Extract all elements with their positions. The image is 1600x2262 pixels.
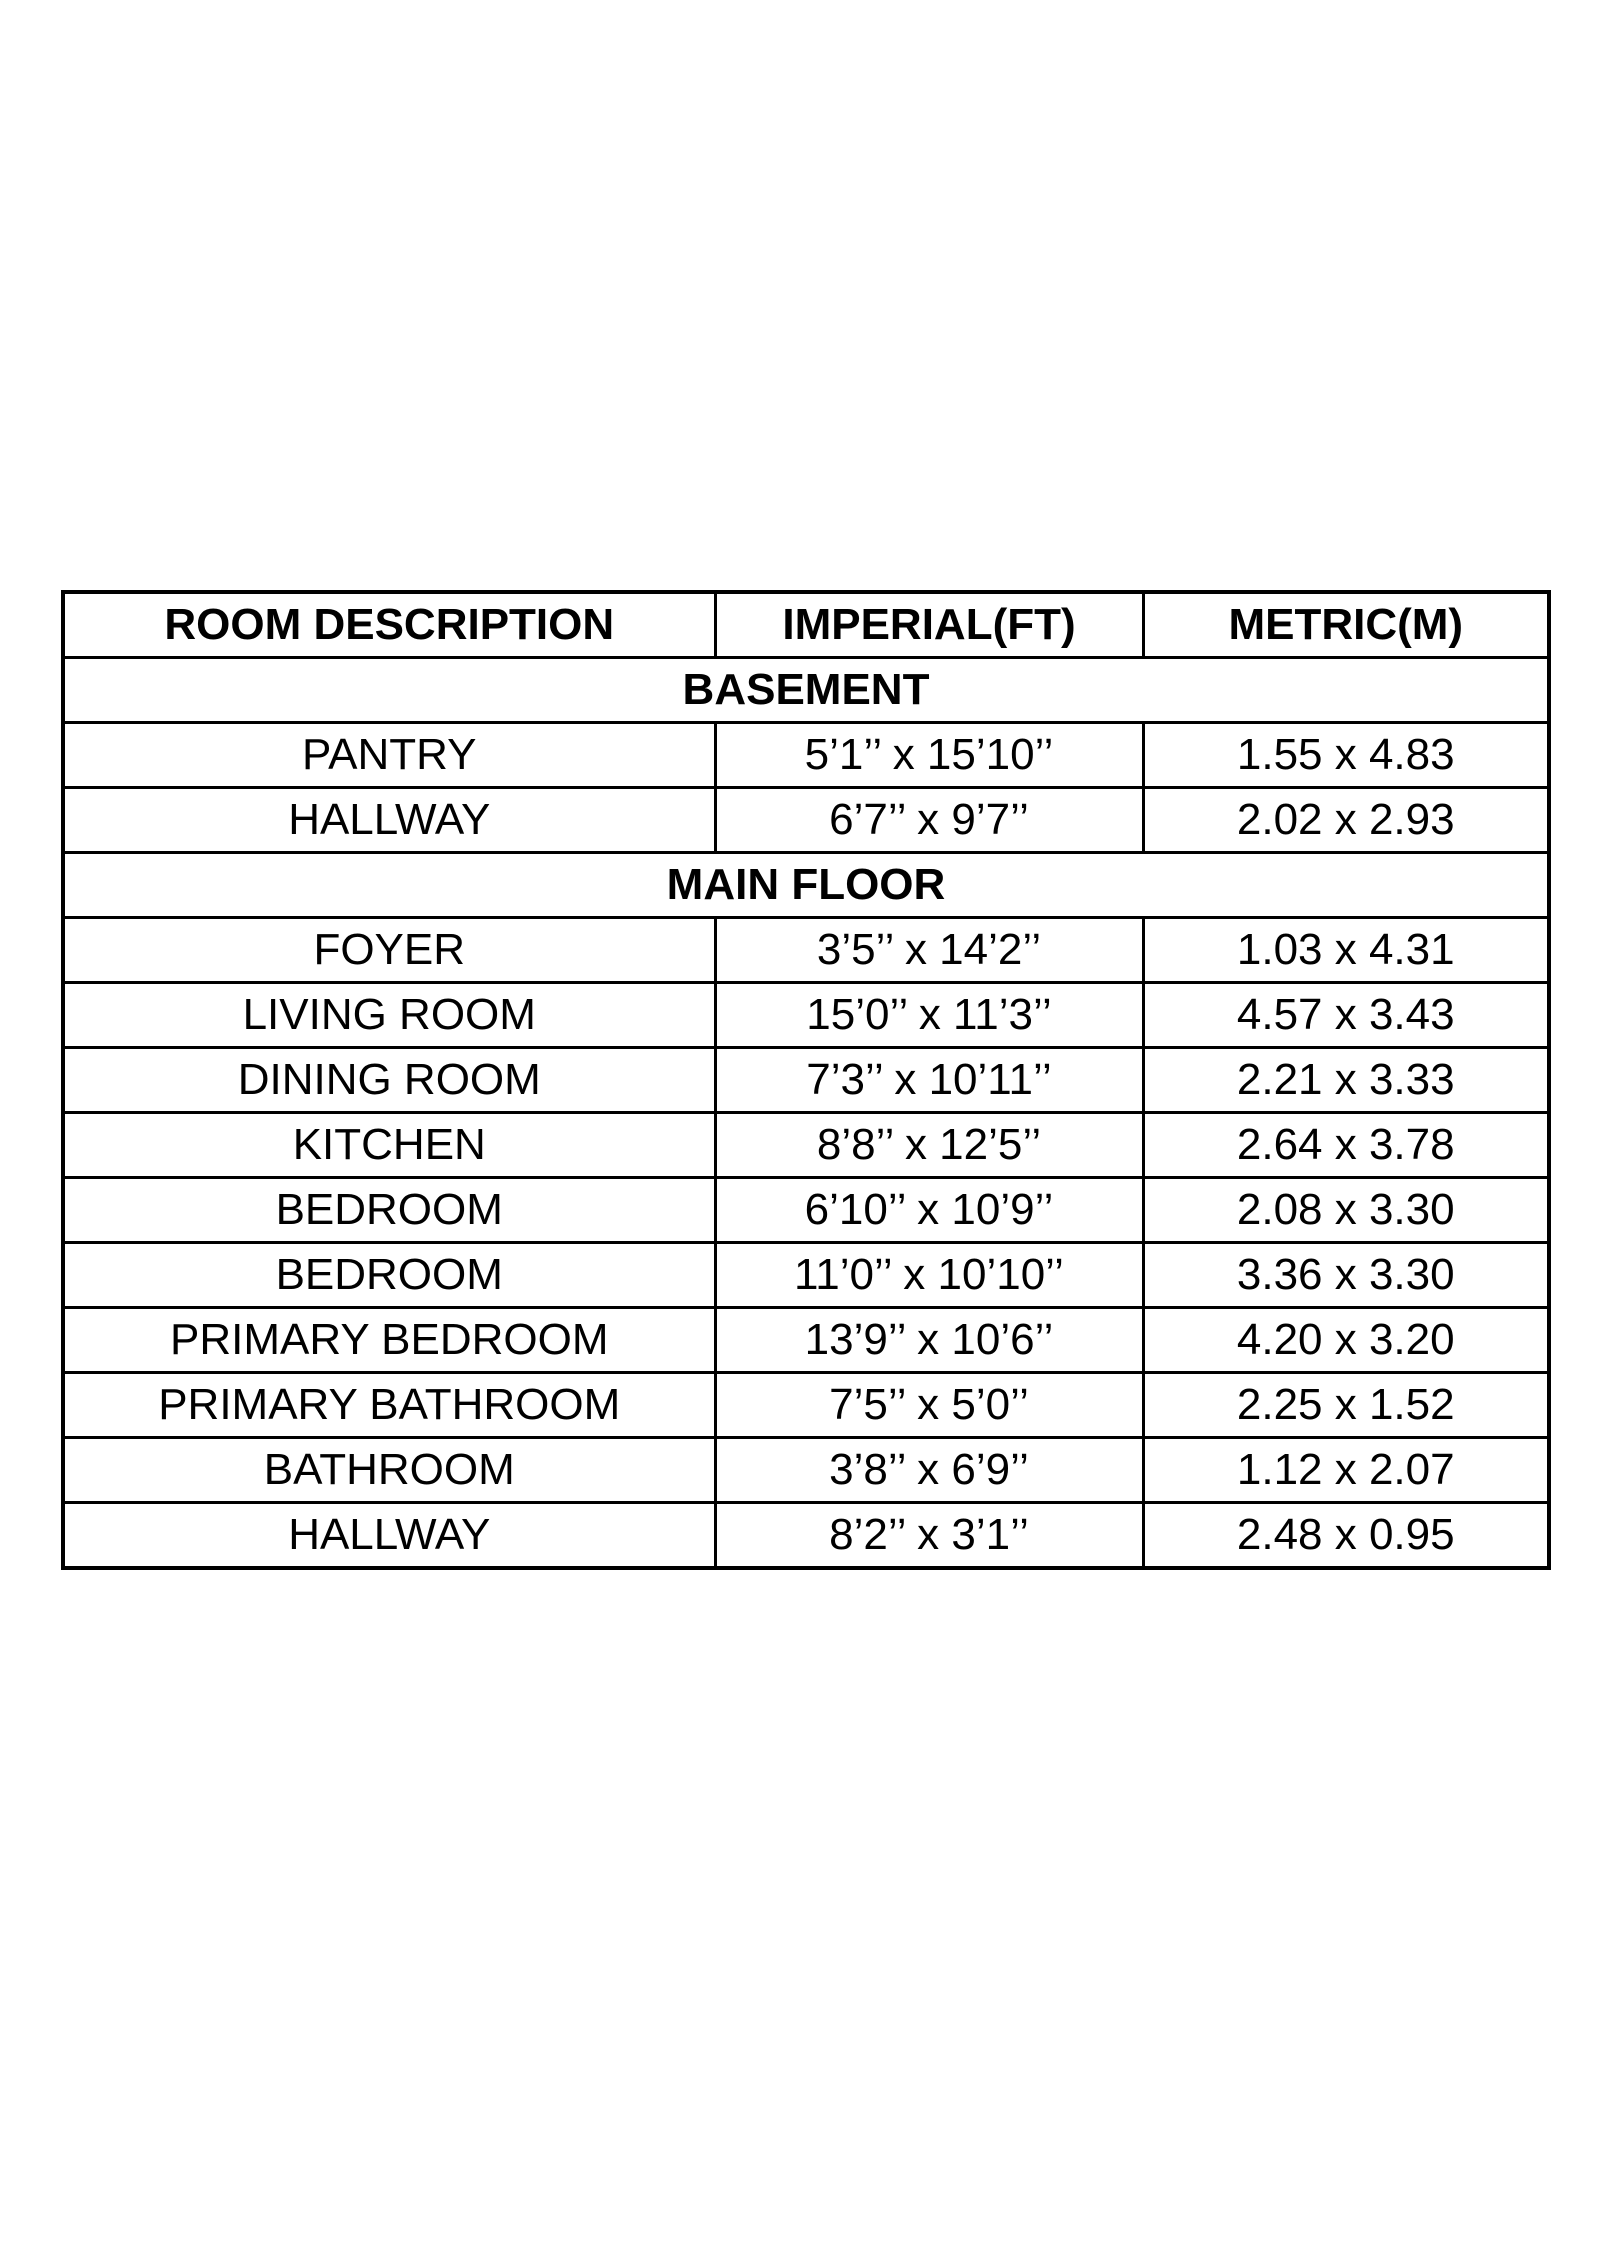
imperial-cell: 7’5’’ x 5’0’’ xyxy=(715,1373,1143,1438)
table-row xyxy=(63,1438,1549,1503)
imperial-cell: 5’1’’ x 15’10’’ xyxy=(715,723,1143,788)
metric-cell: 2.64 x 3.78 xyxy=(1143,1113,1549,1178)
table-row xyxy=(63,1308,1549,1373)
imperial-cell: 7’3’’ x 10’11’’ xyxy=(715,1048,1143,1113)
table-row xyxy=(63,1243,1549,1308)
imperial-cell: 6’10’’ x 10’9’’ xyxy=(715,1178,1143,1243)
metric-cell: 1.55 x 4.83 xyxy=(1143,723,1549,788)
metric-cell: 1.12 x 2.07 xyxy=(1143,1438,1549,1503)
section-row-main-floor xyxy=(63,853,1549,918)
room-cell: HALLWAY xyxy=(63,1503,715,1569)
metric-cell: 2.08 x 3.30 xyxy=(1143,1178,1549,1243)
room-cell: DINING ROOM xyxy=(63,1048,715,1113)
table-row xyxy=(63,1503,1549,1569)
metric-cell: 1.03 x 4.31 xyxy=(1143,918,1549,983)
table-row xyxy=(63,918,1549,983)
room-dimensions-table xyxy=(61,590,1551,1570)
metric-cell: 2.48 x 0.95 xyxy=(1143,1503,1549,1569)
imperial-cell: 3’8’’ x 6’9’’ xyxy=(715,1438,1143,1503)
imperial-cell: 8’2’’ x 3’1’’ xyxy=(715,1503,1143,1569)
table-row xyxy=(63,1048,1549,1113)
room-cell: BEDROOM xyxy=(63,1243,715,1308)
room-cell: KITCHEN xyxy=(63,1113,715,1178)
header-imperial: IMPERIAL(FT) xyxy=(715,592,1143,658)
table-row xyxy=(63,1113,1549,1178)
section-row-basement xyxy=(63,658,1549,723)
imperial-cell: 11’0’’ x 10’10’’ xyxy=(715,1243,1143,1308)
room-cell: LIVING ROOM xyxy=(63,983,715,1048)
room-cell: BEDROOM xyxy=(63,1178,715,1243)
imperial-cell: 3’5’’ x 14’2’’ xyxy=(715,918,1143,983)
table-row xyxy=(63,1373,1549,1438)
metric-cell: 2.21 x 3.33 xyxy=(1143,1048,1549,1113)
imperial-cell: 8’8’’ x 12’5’’ xyxy=(715,1113,1143,1178)
table-row xyxy=(63,788,1549,853)
metric-cell: 2.02 x 2.93 xyxy=(1143,788,1549,853)
metric-cell: 4.57 x 3.43 xyxy=(1143,983,1549,1048)
section-title: BASEMENT xyxy=(63,658,1549,723)
room-cell: PANTRY xyxy=(63,723,715,788)
imperial-cell: 15’0’’ x 11’3’’ xyxy=(715,983,1143,1048)
room-cell: BATHROOM xyxy=(63,1438,715,1503)
imperial-cell: 6’7’’ x 9’7’’ xyxy=(715,788,1143,853)
metric-cell: 3.36 x 3.30 xyxy=(1143,1243,1549,1308)
metric-cell: 2.25 x 1.52 xyxy=(1143,1373,1549,1438)
metric-cell: 4.20 x 3.20 xyxy=(1143,1308,1549,1373)
room-cell: PRIMARY BATHROOM xyxy=(63,1373,715,1438)
room-cell: FOYER xyxy=(63,918,715,983)
imperial-cell: 13’9’’ x 10’6’’ xyxy=(715,1308,1143,1373)
table-row xyxy=(63,723,1549,788)
table-row xyxy=(63,1178,1549,1243)
table-row xyxy=(63,983,1549,1048)
room-cell: PRIMARY BEDROOM xyxy=(63,1308,715,1373)
section-title: MAIN FLOOR xyxy=(63,853,1549,918)
header-row xyxy=(63,592,1549,658)
room-dimensions-table-container xyxy=(61,590,1547,1570)
header-metric: METRIC(M) xyxy=(1143,592,1549,658)
header-room-description: ROOM DESCRIPTION xyxy=(63,592,715,658)
room-cell: HALLWAY xyxy=(63,788,715,853)
